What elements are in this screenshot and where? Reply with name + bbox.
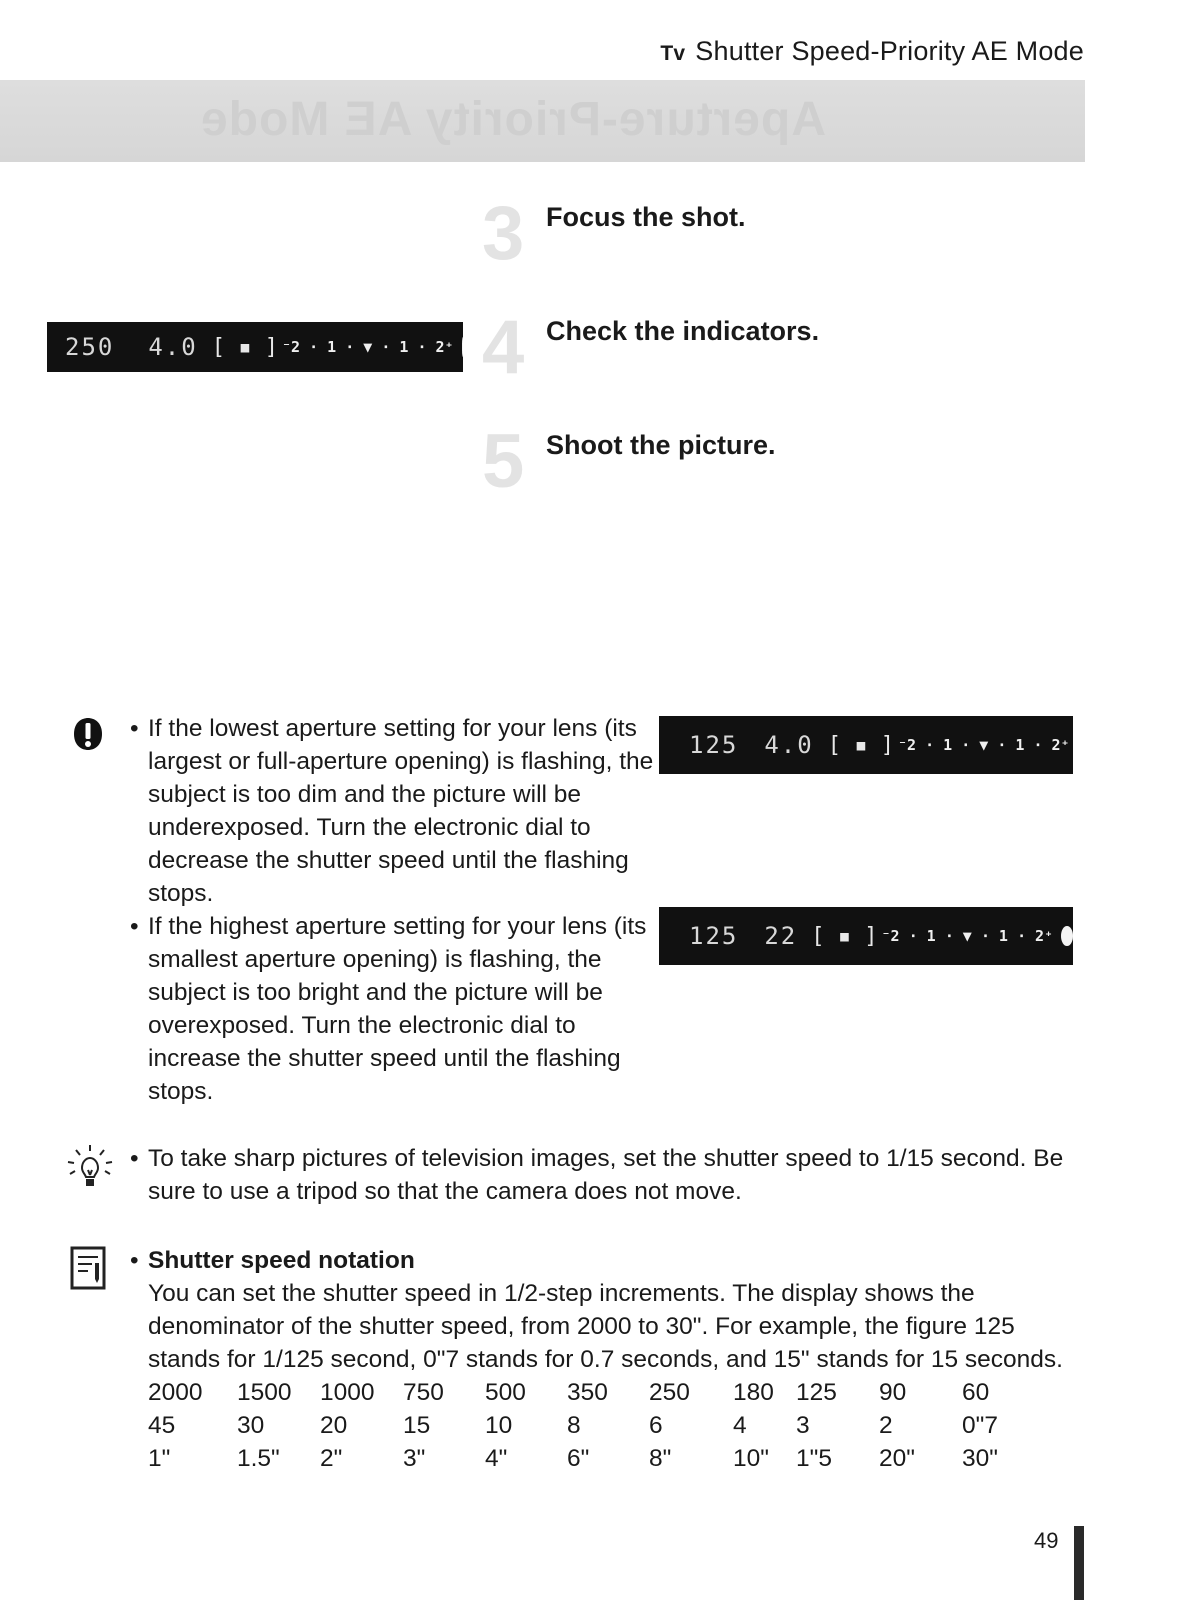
speed-table-row xyxy=(148,1442,1022,1475)
speed-table-cell: 45 xyxy=(148,1412,176,1439)
speed-table-cell: 30 xyxy=(237,1412,265,1439)
lcd-shutter-value: 125 xyxy=(689,731,739,759)
tip-section xyxy=(130,1142,1090,1208)
speed-table-cell: 1000 xyxy=(320,1379,375,1406)
tv-mode-symbol: Tv xyxy=(660,42,686,65)
step-3-text: Focus the shot. xyxy=(546,202,746,232)
viewfinder-display-overexposed xyxy=(659,907,1073,965)
focus-confirm-dot-icon xyxy=(462,337,463,357)
speed-table-cell: 10 xyxy=(485,1412,513,1439)
caution-section xyxy=(130,712,658,1108)
speed-table-cell: 1"5 xyxy=(796,1445,832,1472)
speed-table-cell: 3 xyxy=(796,1412,810,1439)
speed-table-cell: 500 xyxy=(485,1379,526,1406)
speed-table-cell: 10" xyxy=(733,1445,769,1472)
speed-table-cell: 0"7 xyxy=(962,1412,998,1439)
speed-table-cell: 8 xyxy=(567,1412,581,1439)
speed-table-cell: 1500 xyxy=(237,1379,292,1406)
speed-table-cell: 2 xyxy=(879,1412,893,1439)
page-number: 49 xyxy=(1034,1528,1059,1553)
speed-table-cell: 20" xyxy=(879,1445,915,1472)
speed-table-cell: 60 xyxy=(962,1379,990,1406)
page-edge-bar xyxy=(1074,1526,1084,1600)
caution-bullet-overexposed: • If the highest aperture setting for your lens (its smallest aperture opening) is flashing, the subject is too bright and the picture will be overexposed. Turn the electronic dial to increase the shutter speed until the flashing stops. xyxy=(130,910,658,1108)
caution-icon xyxy=(66,712,110,756)
speed-table-cell: 8" xyxy=(649,1445,672,1472)
note-section xyxy=(130,1244,1090,1475)
lcd-aperture-value-flashing: 4.0 xyxy=(764,731,814,759)
lcd-metering-bracket: [ ▪ ] xyxy=(827,732,894,758)
lcd-exposure-scale: ⁻2 ⋅ 1 ⋅ ▼ ⋅ 1 ⋅ 2⁺ xyxy=(881,927,1054,945)
lcd-metering-bracket: [ ▪ ] xyxy=(811,923,878,949)
lcd-aperture-value-flashing: 22 xyxy=(764,922,798,950)
speed-table-row xyxy=(148,1409,1022,1442)
speed-table-cell: 1" xyxy=(148,1445,171,1472)
header-band xyxy=(0,80,1085,162)
speed-table-cell: 4 xyxy=(733,1412,747,1439)
speed-table-cell: 250 xyxy=(649,1379,690,1406)
speed-table-cell: 30" xyxy=(962,1445,998,1472)
lcd-metering-bracket: [ ▪ ] xyxy=(211,334,278,360)
notation-description: You can set the shutter speed in 1/2-step increments. The display shows the denominator of the shutter speed, from 2000 to 30". For example, the figure 125 stands for 1/125 second, 0"7 stands for 0.7 seconds, and 15" stands for 15 seconds. xyxy=(148,1280,1063,1373)
speed-table-cell: 15 xyxy=(403,1412,431,1439)
speed-table-cell: 180 xyxy=(733,1379,774,1406)
header-band-text: Aperture-Priority AE Mode xyxy=(200,93,826,146)
lcd-exposure-scale: ⁻2 ⋅ 1 ⋅ ▼ ⋅ 1 ⋅ 2⁺ xyxy=(897,736,1070,754)
speed-table-cell: 6 xyxy=(649,1412,663,1439)
memo-icon xyxy=(68,1244,108,1292)
step-4-text: Check the indicators. xyxy=(546,316,820,346)
focus-confirm-dot-icon xyxy=(1061,926,1073,946)
step-5-text: Shoot the picture. xyxy=(546,430,776,460)
step-5-number: 5 xyxy=(482,419,525,504)
speed-table-cell: 125 xyxy=(796,1379,837,1406)
viewfinder-display-main xyxy=(47,322,463,372)
viewfinder-display-underexposed xyxy=(659,716,1073,774)
header-title-text: Shutter Speed-Priority AE Mode xyxy=(695,36,1084,66)
caution-bullet-underexposed: • If the lowest aperture setting for your lens (its largest or full-aperture opening) is flashing, the subject is too dim and the picture will be underexposed. Turn the electronic dial to decrease the shutter speed until the flashing stops. xyxy=(130,712,658,910)
lcd-shutter-value: 250 xyxy=(65,333,115,361)
speed-table-cell: 20 xyxy=(320,1412,348,1439)
shutter-speed-table xyxy=(148,1376,1022,1475)
speed-table-cell: 350 xyxy=(567,1379,608,1406)
speed-table-cell: 2000 xyxy=(148,1379,203,1406)
speed-table-cell: 2" xyxy=(320,1445,343,1472)
notation-title: • Shutter speed notation xyxy=(148,1247,415,1274)
speed-table-cell: 1.5" xyxy=(237,1445,280,1472)
speed-table-cell: 4" xyxy=(485,1445,508,1472)
lcd-aperture-value: 4.0 xyxy=(148,333,198,361)
lcd-shutter-value: 125 xyxy=(689,922,739,950)
speed-table-cell: 750 xyxy=(403,1379,444,1406)
page-header-title xyxy=(660,36,1084,67)
lightbulb-icon xyxy=(64,1142,116,1194)
lcd-exposure-scale: ⁻2 ⋅ 1 ⋅ ▼ ⋅ 1 ⋅ 2⁺ xyxy=(281,338,454,356)
step-3-number: 3 xyxy=(482,191,525,276)
speed-table-cell: 3" xyxy=(403,1445,426,1472)
speed-table-row xyxy=(148,1376,1022,1409)
step-4-number: 4 xyxy=(482,305,525,390)
speed-table-cell: 6" xyxy=(567,1445,590,1472)
speed-table-cell: 90 xyxy=(879,1379,907,1406)
tip-television-images: • To take sharp pictures of television images, set the shutter speed to 1/15 second. Be sure to use a tripod so that the camera does not move. xyxy=(130,1142,1090,1208)
